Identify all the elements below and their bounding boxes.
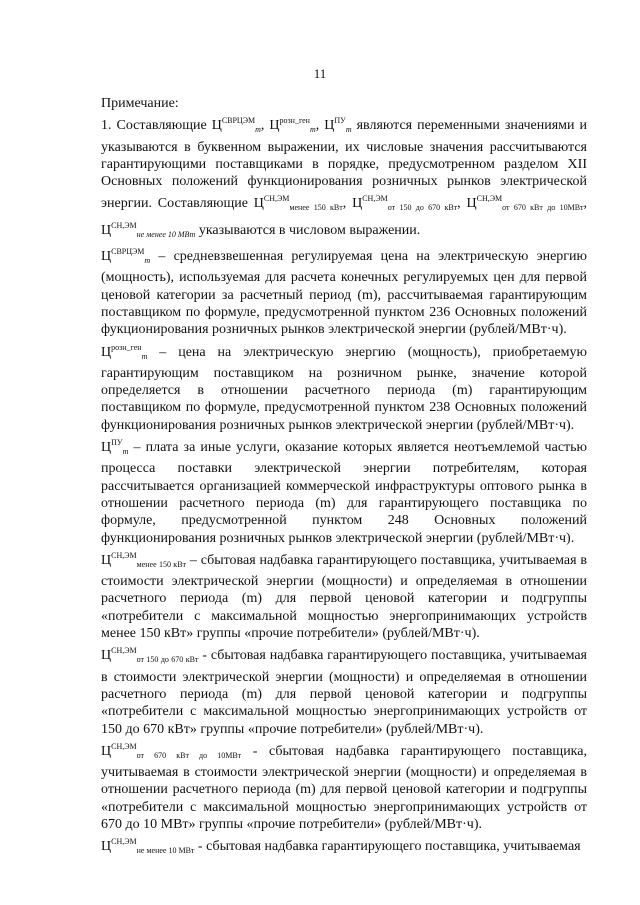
symbol-c-svrcem: $Ц^{СВРЦЭМ}_m$ [211, 116, 261, 135]
definition-pu [101, 434, 587, 547]
definition-sn-150-670 [101, 642, 587, 737]
definition-rozn-gen [101, 339, 587, 434]
definition-text: – сбытовая надбавка гарантирующего поставщика, учитываемая в стоимости электрической энергии (мощности) и определяемая в отношении расчетного периода (m) для первой ценовой категории и подгруппы «потребители с максимальной мощностью энергопринимающих устройств менее 150 кВт» группы «прочие потребители» (рублей/МВт·ч). [101, 552, 588, 642]
definition-text: - сбытовая надбавка гарантирующего поставщика, учитываемая в стоимости электрической энергии (мощности) и определяемая в отношении расчетного периода (m) для первой ценовой категории и подгруппы «потребители с максимальной мощностью энергопринимающих устройств от 150 до 670 кВт» группы «прочие потребители» (рублей/МВт·ч). [101, 648, 587, 737]
definition-symbol: $Ц^{СН,ЭМ}_{не менее 10 МВт}$ [101, 837, 195, 856]
definition-text: – плата за иные услуги, оказание которых является неотъемлемой частью процесса поставки электрической энергии потребителям, которая рассчитывается организацией коммерческой инфраструктуры оптового рынка в отношении расчетного периода (m) для гарантирующего поставщика по формуле, предусмотренной пунктом 248 Основных положений функционирования розничных рынков электрической энергии (рублей/МВт·ч). [101, 440, 587, 546]
symbol-c-sn-ge10: $Ц^{СН,ЭМ}_{не менее 10 МВт}$ [101, 220, 196, 239]
note-heading: Примечание: [101, 96, 179, 111]
definition-text: - сбытовая надбавка гарантирующего поставщика, учитываемая в стоимости электрической энергии (мощности) и определяемая в отношении расчетного периода (m) для первой ценовой категории и подгруппы «потребители с максимальной мощностью энергопринимающих устройств от 670 до 10 МВт» группы «прочие потребители» (рублей/МВт·ч). [101, 743, 587, 832]
definition-symbol: $Ц^{розн\_ген}_m$ [101, 342, 148, 361]
definition-symbol: $Ц^{СН,ЭМ}_{от 670 кВт до 10МВт}$ [101, 741, 242, 760]
item-1-text-2: указываются в числовом выражении. [195, 222, 421, 238]
definition-symbol: $Ц^{СН,ЭМ}_{менее 150 кВт}$ [101, 550, 187, 569]
definition-sn-670-10 [101, 738, 587, 833]
definition-text: – средневзвешенная регулируемая цена на электрическую энергию (мощность), используемая для расчета конечных регулируемых цен для первой ценовой категории за расчетный период (m), рассчитываемая гарантирующим поставщиком по формуле, предусмотренной пунктом 236 Основных положений фукционирования розничных рынков электрической энергии (рублей/МВт·ч). [101, 249, 587, 338]
note-item-1: 1. Составляющие $Ц^{СВРЦЭМ}_m$, $Ц^{розн\_ген}_m$, $Ц^{ПУ}_m$ являются переменными значениями и указываются в буквенном выражении, их числовые значения рассчитываются гарантирующими поставщиками в порядке, предусмотренном разделом XII Основных положений функционирования розничных рынков электрической энергии. Составляющие $Ц^{СН,ЭМ}_{менее 150 кВт}$, $Ц^{СН,ЭМ}_{от 150 до 670 кВт}$, $Ц^{СН,ЭМ}_{от 670 кВт до 10МВт}$, $Ц^{СН,ЭМ}_{не менее 10 МВт}$ указываются в числовом выражении. [101, 116, 588, 239]
definition-sn-ge10 [101, 833, 587, 859]
definition-symbol: $Ц^{СВРЦЭМ}_m$ [101, 247, 151, 266]
document-body [101, 95, 587, 860]
definition-symbol: $Ц^{ПУ}_m$ [101, 438, 129, 457]
item-1-text-1: являются переменными значениями и указываются в буквенном выражении, их числовые значения рассчитываются гарантирующими поставщиками в порядке, предусмотренном разделом XII Основных положений функционирования розничных рынков электрической энергии. Составляющие [101, 118, 588, 212]
page-number: 11 [313, 66, 327, 81]
definition-text: - сбытовая надбавка гарантирующего поставщика, учитываемая [194, 839, 581, 855]
symbol-c-sn-lt150: $Ц^{СН,ЭМ}_{менее 150 кВт}$ [253, 194, 343, 213]
definition-sn-lt150 [101, 547, 587, 642]
definition-text: – цена на электрическую энергию (мощность), приобретаемую гарантирующим поставщиком на розничном рынке, значение которой определяется в отношении расчетного периода (m) гарантирующим поставщиком по формуле, предусмотренной пунктом 238 Основных положений функционирования розничных рынков электрической энергии (рублей/МВт·ч). [101, 344, 587, 433]
symbol-c-sn-670-10: $Ц^{СН,ЭМ}_{от 670 кВт до 10МВт}$ [466, 194, 584, 213]
item-1-prefix: 1. Составляющие [101, 118, 212, 134]
symbol-c-pu: $Ц^{ПУ}_m$ [324, 116, 352, 135]
symbol-c-sn-150-670: $Ц^{СН,ЭМ}_{от 150 до 670 кВт}$ [352, 194, 458, 213]
definition-symbol: $Ц^{СН,ЭМ}_{от 150 до 670 кВт}$ [101, 646, 199, 665]
symbol-c-rozn-gen: $Ц^{розн\_ген}_m$ [269, 116, 316, 135]
definition-svrcem [101, 243, 587, 338]
